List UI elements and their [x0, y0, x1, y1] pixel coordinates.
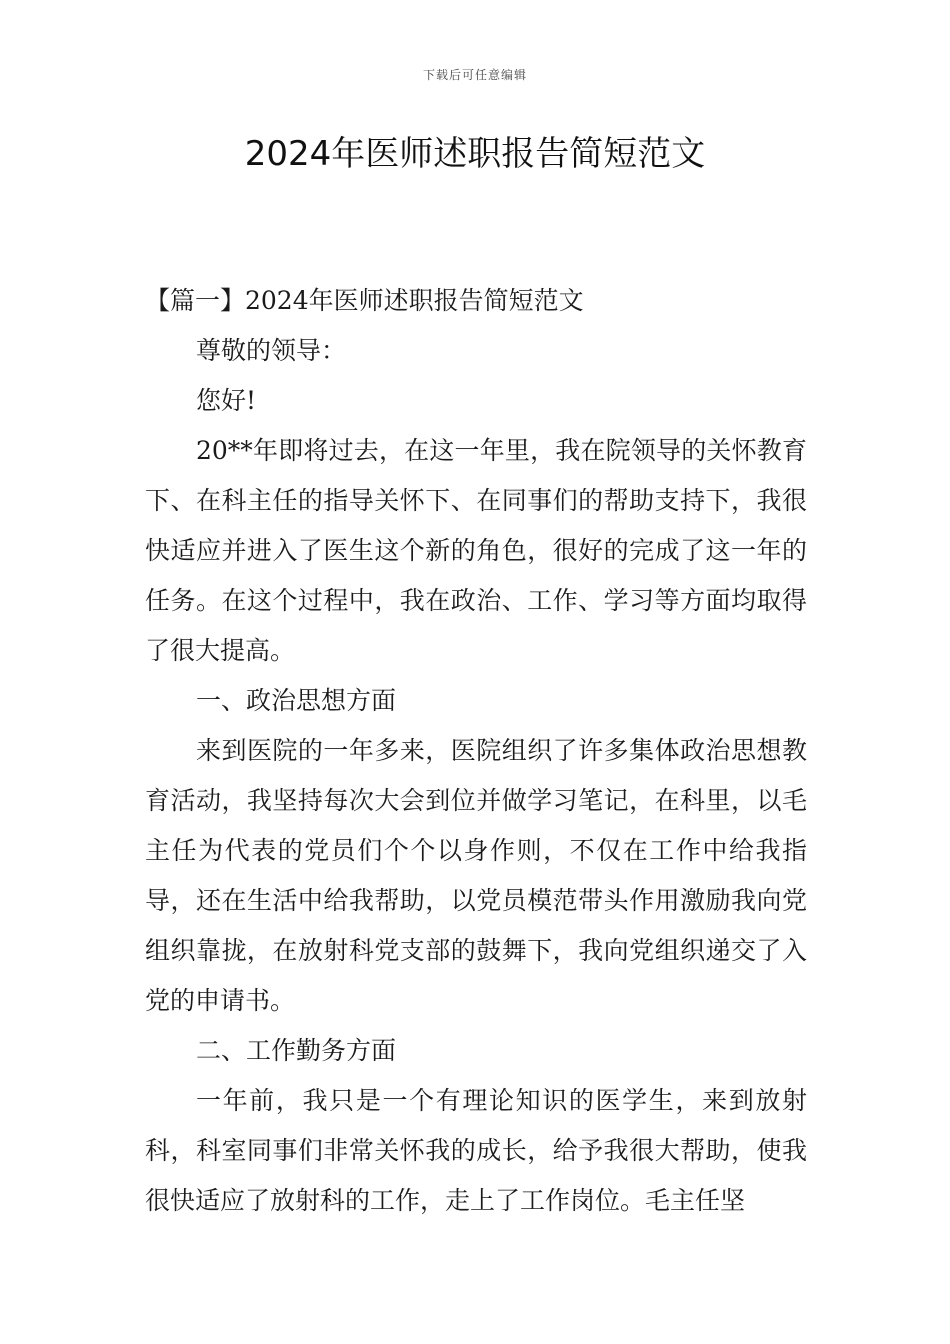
paragraph-work: 一年前，我只是一个有理论知识的医学生，来到放射科，科室同事们非常关怀我的成长，给予我很大帮助，使我很快适应了放射科的工作，走上了工作岗位。毛主任坚 [145, 1086, 807, 1215]
salutation: 尊敬的领导： [196, 336, 347, 365]
section-label: 【篇一】2024年医师述职报告简短范文 [145, 286, 584, 315]
greeting: 您好! [196, 386, 257, 415]
paragraph-intro: 20**年即将过去，在这一年里，我在院领导的关怀教育下、在科主任的指导关怀下、在同事们的帮助支持下，我很快适应并进入了医生这个新的角色，很好的完成了这一年的任务。在这个过程中，我在政治、工作、学习等方面均取得了很大提高。 [145, 436, 807, 665]
header-note: 下载后可任意编辑 [422, 68, 527, 82]
paragraph-political: 来到医院的一年多来，医院组织了许多集体政治思想教育活动，我坚持每次大会到位并做学习笔记，在科里，以毛主任为代表的党员们个个以身作则，不仅在工作中给我指导，还在生活中给我帮助，以党员模范带头作用激励我向党组织靠拢，在放射科党支部的鼓舞下，我向党组织递交了入党的申请书。 [145, 736, 807, 1015]
heading-political: 一、政治思想方面 [196, 686, 397, 715]
document-title: 2024年医师述职报告简短范文 [244, 134, 706, 174]
document-body [145, 276, 807, 1226]
heading-work: 二、工作勤务方面 [196, 1036, 397, 1065]
